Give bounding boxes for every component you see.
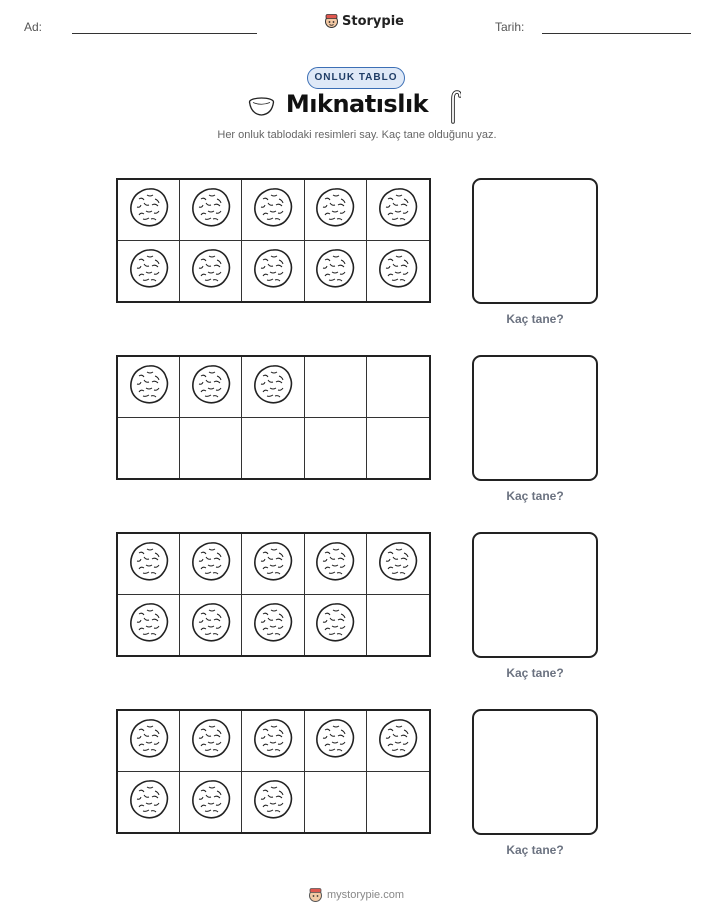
ten-frame-cell: [305, 241, 367, 302]
cane-icon: [445, 90, 461, 124]
ten-frame-cell: [180, 595, 242, 656]
ten-frame-1: [116, 178, 431, 303]
walnut-icon: [376, 246, 420, 295]
ten-frame-cell: [305, 711, 367, 772]
worksheet-type-badge: ONLUK TABLO: [307, 67, 405, 89]
ten-frame-cell: [180, 180, 242, 241]
answer-box-3[interactable]: [472, 532, 598, 658]
ten-frame-cell: [180, 418, 242, 479]
walnut-icon: [313, 539, 357, 588]
ten-frame-4: [116, 709, 431, 834]
walnut-icon: [376, 716, 420, 765]
footer: [308, 887, 404, 903]
ten-frame-cell: [367, 418, 429, 479]
ten-frame-cell: [118, 772, 180, 833]
ten-frame-cell: [367, 534, 429, 595]
ten-frame-cell: [180, 711, 242, 772]
ten-frame-cell: [118, 241, 180, 302]
walnut-icon: [251, 246, 295, 295]
ten-frame-cell: [242, 241, 304, 302]
ten-frame-cell: [180, 534, 242, 595]
walnut-icon: [251, 777, 295, 826]
ten-frame-cell: [367, 595, 429, 656]
walnut-icon: [189, 185, 233, 234]
ten-frame-cell: [118, 418, 180, 479]
worksheet-title: Mıknatıslık: [285, 90, 429, 118]
walnut-icon: [313, 716, 357, 765]
ten-frame-cell: [305, 595, 367, 656]
ten-frame-cell: [242, 418, 304, 479]
answer-prompt-4: Kaç tane?: [506, 843, 564, 857]
walnut-icon: [251, 716, 295, 765]
ten-frame-cell: [242, 711, 304, 772]
walnut-icon: [251, 185, 295, 234]
ten-frame-cell: [242, 595, 304, 656]
footer-url[interactable]: mystorypie.com: [327, 889, 405, 901]
ten-frame-cell: [242, 772, 304, 833]
walnut-icon: [127, 777, 171, 826]
ten-frame-cell: [118, 357, 180, 418]
ten-frame-cell: [242, 534, 304, 595]
storypie-mascot-icon: [308, 887, 323, 903]
brand-name: Storypie: [342, 13, 404, 29]
walnut-icon: [376, 185, 420, 234]
walnut-icon: [189, 716, 233, 765]
answer-box-2[interactable]: [472, 355, 598, 481]
answer-box-1[interactable]: [472, 178, 598, 304]
answer-prompt-3: Kaç tane?: [506, 666, 564, 680]
walnut-icon: [251, 600, 295, 649]
answer-box-4[interactable]: [472, 709, 598, 835]
walnut-icon: [189, 600, 233, 649]
walnut-icon: [189, 362, 233, 411]
walnut-icon: [127, 716, 171, 765]
ten-frame-cell: [180, 357, 242, 418]
name-line[interactable]: [72, 33, 257, 34]
answer-prompt-1: Kaç tane?: [506, 312, 564, 326]
ten-frame-cell: [118, 711, 180, 772]
ten-frame-cell: [305, 418, 367, 479]
ten-frame-cell: [118, 180, 180, 241]
walnut-icon: [127, 185, 171, 234]
ten-frame-cell: [367, 357, 429, 418]
walnut-icon: [127, 600, 171, 649]
walnut-icon: [189, 777, 233, 826]
walnut-icon: [251, 539, 295, 588]
walnut-icon: [313, 185, 357, 234]
instruction-text: Her onluk tablodaki resimleri say. Kaç tane olduğunu yaz.: [217, 129, 497, 141]
walnut-icon: [189, 539, 233, 588]
walnut-icon: [313, 246, 357, 295]
walnut-icon: [127, 539, 171, 588]
ten-frame-cell: [305, 357, 367, 418]
walnut-icon: [251, 362, 295, 411]
ten-frame-cell: [305, 534, 367, 595]
walnut-icon: [189, 246, 233, 295]
ten-frame-3: [116, 532, 431, 657]
ten-frame-cell: [242, 357, 304, 418]
ten-frame-cell: [305, 772, 367, 833]
walnut-icon: [313, 600, 357, 649]
ten-frame-cell: [367, 241, 429, 302]
ten-frame-cell: [242, 180, 304, 241]
walnut-icon: [376, 539, 420, 588]
brand-logo: [324, 13, 404, 29]
ten-frame-cell: [305, 180, 367, 241]
walnut-icon: [127, 362, 171, 411]
ten-frame-2: [116, 355, 431, 480]
date-label: Tarih:: [495, 20, 525, 34]
date-line[interactable]: [542, 33, 691, 34]
ten-frame-cell: [180, 241, 242, 302]
ten-frame-cell: [367, 180, 429, 241]
ten-frame-cell: [118, 595, 180, 656]
ten-frame-cell: [367, 772, 429, 833]
storypie-mascot-icon: [324, 13, 339, 29]
walnut-icon: [127, 246, 171, 295]
answer-prompt-2: Kaç tane?: [506, 489, 564, 503]
ten-frame-cell: [118, 534, 180, 595]
name-label: Ad:: [24, 20, 43, 34]
ten-frame-cell: [367, 711, 429, 772]
ten-frame-cell: [180, 772, 242, 833]
